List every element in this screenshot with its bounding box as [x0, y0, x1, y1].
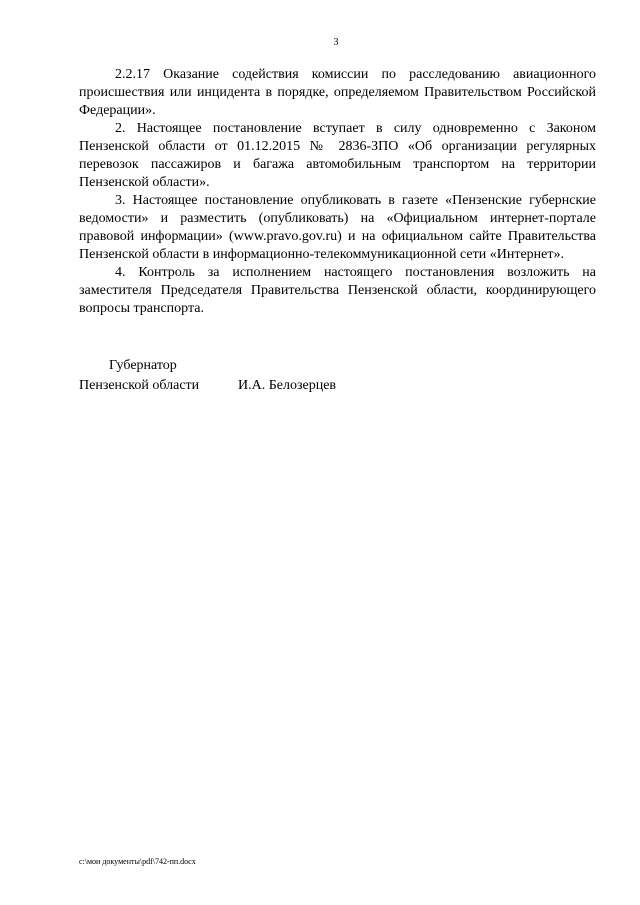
- signature-title-line1: Губернатор: [109, 358, 177, 373]
- signature-title-line2: Пензенской области: [79, 378, 200, 393]
- footer-file-path: c:\мои документы\pdf\742-пп.docx: [79, 857, 196, 866]
- paragraph-4-control: 4. Контроль за исполнением настоящего постановления возложить на заместителя Председателя Правительства Пензенской области, координирующего вопросы транспорта.: [79, 265, 596, 316]
- page-number: 3: [333, 37, 339, 48]
- paragraph-3-publication: 3. Настоящее постановление опубликовать в газете «Пензенские губернские ведомости» и разместить (опубликовать) на «Официальном интернет-портале правовой информации» (www.pravo.gov.ru) и на официальном сайте Правительства Пензенской области в информационно-телекоммуникационной сети «Интернет».: [79, 193, 596, 262]
- signatory-name: И.А. Белозерцев: [238, 378, 337, 393]
- paragraph-2-effective-date: 2. Настоящее постановление вступает в силу одновременно с Законом Пензенской области от 01.12.2015 № 2836-ЗПО «Об организации регулярных перевозок пассажиров и багажа автомобильным транспортом на территории Пензенской области».: [79, 121, 596, 190]
- paragraph-2-2-17: 2.2.17 Оказание содействия комиссии по расследованию авиационного происшествия или инцидента в порядке, определяемом Правительством Российской Федерации».: [79, 67, 596, 118]
- document-body: [79, 66, 596, 318]
